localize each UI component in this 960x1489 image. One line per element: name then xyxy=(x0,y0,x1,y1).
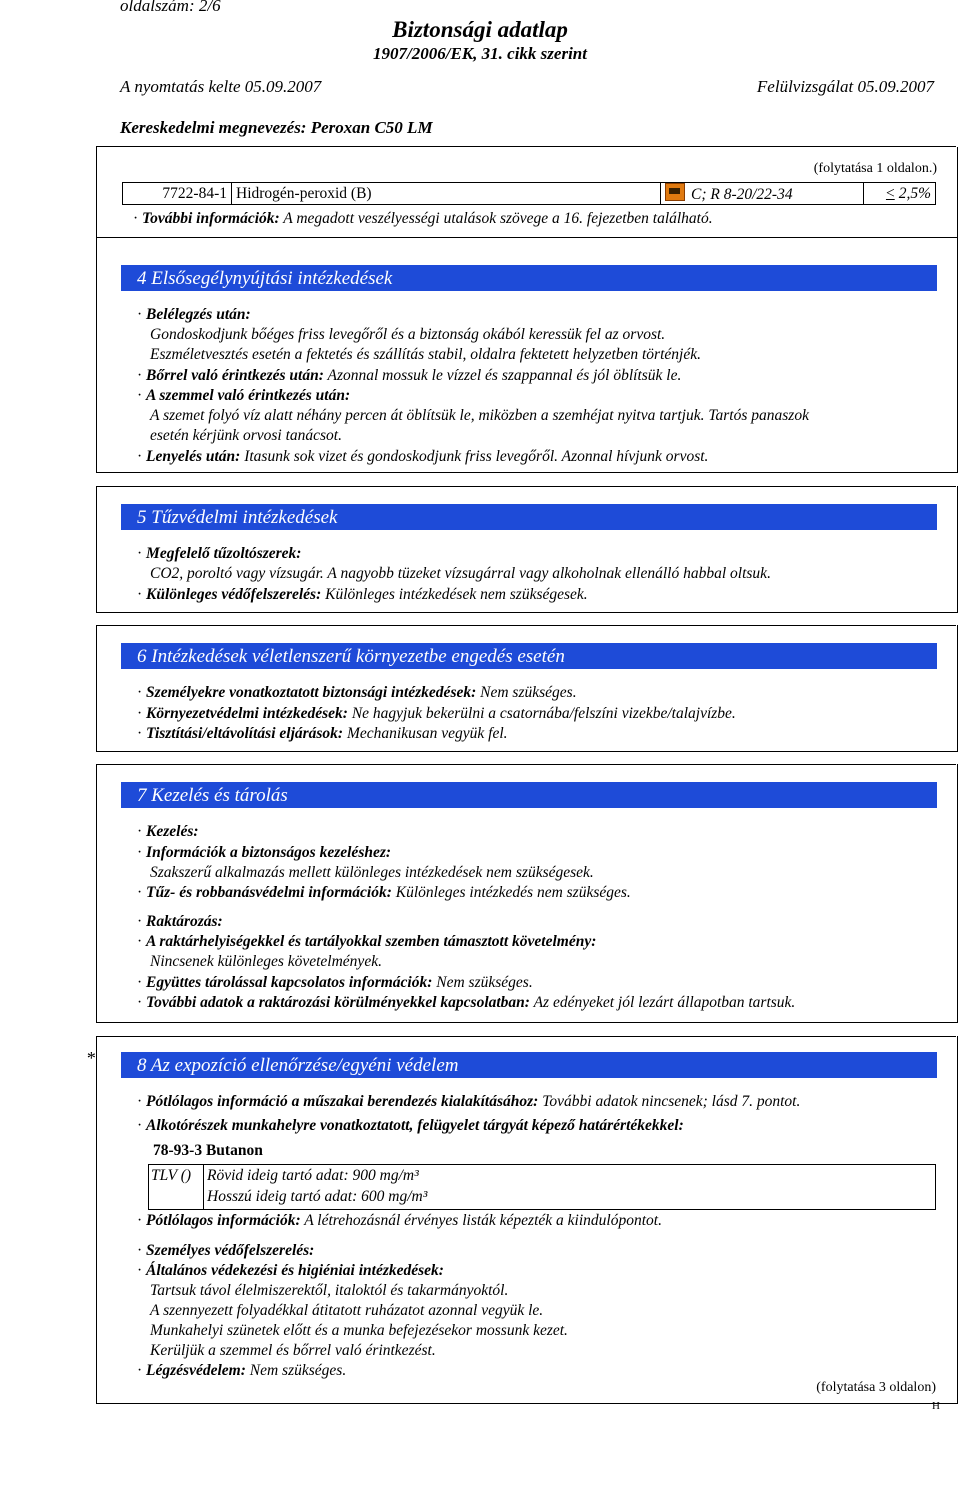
safe-handling-label: · Információk a biztonságos kezeléshez: xyxy=(137,844,392,861)
handling-label: · Kezelés: xyxy=(137,823,199,840)
hygiene-label: · Általános védekezési és higiéniai intézkedések: xyxy=(137,1262,444,1279)
cleanup-methods: · Tisztítási/eltávolítási eljárások: Mechanikusan vegyük fel. xyxy=(137,725,508,742)
tlv-table xyxy=(148,1164,936,1210)
fire-explosion: · Tűz- és robbanásvédelmi információk: Különleges intézkedés nem szükséges. xyxy=(137,884,631,901)
substance-butanon: 78-93-3 Butanon xyxy=(153,1142,263,1159)
eye-contact-label: · A szemmel való érintkezés után: xyxy=(137,387,351,404)
skin-contact: · Bőrrel való érintkezés után: Azonnal mossuk le vízzel és szappannal és jól öblítsük le. xyxy=(137,367,682,384)
concentration-cell: < 2,5% xyxy=(864,183,936,205)
document-subtitle: 1907/2006/EK, 31. cikk szerint xyxy=(373,44,587,63)
corrosive-icon xyxy=(665,183,685,201)
section-7-title: 7 Kezelés és tárolás xyxy=(121,782,937,808)
joint-storage: · Együttes tárolással kapcsolatos információk: Nem szükséges. xyxy=(137,974,533,991)
section-4-title: 4 Elsősegélynyújtási intézkedések xyxy=(121,265,937,291)
inhalation-text-2: Eszméletvesztés esetén a fektetés és szállítás stabil, oldalra fektetett helyzetben történjék. xyxy=(150,346,701,363)
additional-info-8: · Pótlólagos információk: A létrehozásnál érvényes listák képezték a kiindulópontot. xyxy=(137,1212,662,1229)
further-storage: · További adatok a raktározási körülményekkel kapcsolatban: Az edényeket jól lezárt állapotban tartsuk. xyxy=(137,994,796,1011)
hygiene-text-4: Kerüljük a szemmel és bőrrel való érintkezést. xyxy=(150,1342,436,1359)
page-number: oldalszám: 2/6 xyxy=(120,0,221,15)
composition-table xyxy=(122,182,936,205)
cas-number: 7722-84-1 xyxy=(123,183,232,205)
hygiene-text-1: Tartsuk távol élelmiszerektől, italoktól és takarmányoktól. xyxy=(150,1282,509,1299)
document-title: Biztonsági adatlap xyxy=(392,17,568,42)
tlv-short-term: Rövid ideig tartó adat: 900 mg/m³ xyxy=(207,1167,419,1184)
section-5 xyxy=(96,486,958,613)
eye-contact-text-2: esetén kérjünk orvosi tanácsot. xyxy=(150,427,342,444)
respiratory-protection: · Légzésvédelem: Nem szükséges. xyxy=(137,1362,347,1379)
extinguishing-media-label: · Megfelelő tűzoltószerek: xyxy=(137,545,302,562)
hygiene-text-3: Munkahelyi szünetek előtt és a munka befejezésekor mossunk kezet. xyxy=(150,1322,568,1339)
trade-name: Kereskedelmi megnevezés: Peroxan C50 LM xyxy=(120,118,433,137)
change-marker: * xyxy=(86,1048,95,1068)
section-7 xyxy=(96,764,958,1023)
section-5-title: 5 Tűzvédelmi intézkedések xyxy=(121,504,937,530)
classification-cell: C; R 8-20/22-34 xyxy=(661,183,864,205)
section-4 xyxy=(96,237,958,473)
section-8 xyxy=(96,1036,958,1404)
tlv-long-term: Hosszú ideig tartó adat: 600 mg/m³ xyxy=(207,1188,428,1205)
extinguishing-media-text: CO2, poroltó vagy vízsugár. A nagyobb tüzeket vízsugárral vagy alkoholnak ellenálló habbal oltsuk. xyxy=(150,565,771,582)
protective-equipment: · Különleges védőfelszerelés: Különleges intézkedések nem szükségesek. xyxy=(137,586,588,603)
hygiene-text-2: A szennyezett folyadékkal átitatott ruházatot azonnal vegyük le. xyxy=(150,1302,544,1319)
continued-from: (folytatása 1 oldalon.) xyxy=(813,161,937,176)
tlv-label: TLV () xyxy=(149,1165,204,1209)
engineering-info: · Pótlólagos információ a műszakai berendezés kialakításához: További adatok nincsenek; lásd 7. pontot. xyxy=(137,1093,801,1110)
ingestion: · Lenyelés után: Itasunk sok vizet és gondoskodjunk friss levegőről. Azonnal hívjunk orvost. xyxy=(137,448,709,465)
section-8-title: 8 Az expozíció ellenőrzése/egyéni védelem xyxy=(121,1052,937,1078)
ppe-label: · Személyes védőfelszerelés: xyxy=(137,1242,315,1259)
section-6-title: 6 Intézkedések véletlenszerű környezetbe engedés esetén xyxy=(121,643,937,669)
exposure-limits-label: · Alkotórészek munkahelyre vonatkoztatott, felügyelet tárgyát képező határértékekkel: xyxy=(137,1117,684,1134)
table-row xyxy=(123,183,936,205)
eye-contact-text-1: A szemet folyó víz alatt néhány percen át öblítsük le, miközben a szemhéjat nyitva tartjuk. Tartós panaszok xyxy=(150,407,809,424)
personal-precautions: · Személyekre vonatkoztatott biztonsági intézkedések: Nem szükséges. xyxy=(137,684,577,701)
environmental-precautions: · Környezetvédelmi intézkedések: Ne hagyjuk bekerülni a csatornába/felszíni vizekbe/talajvízbe. xyxy=(137,705,736,722)
storage-label: · Raktározás: xyxy=(137,913,223,930)
storage-requirements-label: · A raktárhelyiségekkel és tartályokkal szemben támasztott követelmény: xyxy=(137,933,597,950)
continued-to: (folytatása 3 oldalon) xyxy=(816,1380,936,1395)
substance-name: Hidrogén-peroxid (B) xyxy=(232,183,661,205)
storage-requirements-text: Nincsenek különleges követelmények. xyxy=(150,953,382,970)
print-date: A nyomtatás kelte 05.09.2007 xyxy=(120,77,322,96)
safe-handling-text: Szakszerű alkalmazás mellett különleges intézkedések nem szükségesek. xyxy=(150,864,594,881)
less-equal-icon: < xyxy=(885,184,895,202)
inhalation-text-1: Gondoskodjunk bőéges friss levegőről és a biztonság okából keressük fel az orvost. xyxy=(150,326,666,343)
additional-info: · További információk: A megadott veszélyességi utalások szövege a 16. fejezetben található. xyxy=(133,210,713,227)
inhalation-label: · Belélegzés után: xyxy=(137,306,251,323)
footer-mark: H xyxy=(932,1400,940,1412)
tlv-values xyxy=(207,1165,427,1207)
section-6 xyxy=(96,625,958,752)
revision-date: Felülvizsgálat 05.09.2007 xyxy=(756,77,934,96)
